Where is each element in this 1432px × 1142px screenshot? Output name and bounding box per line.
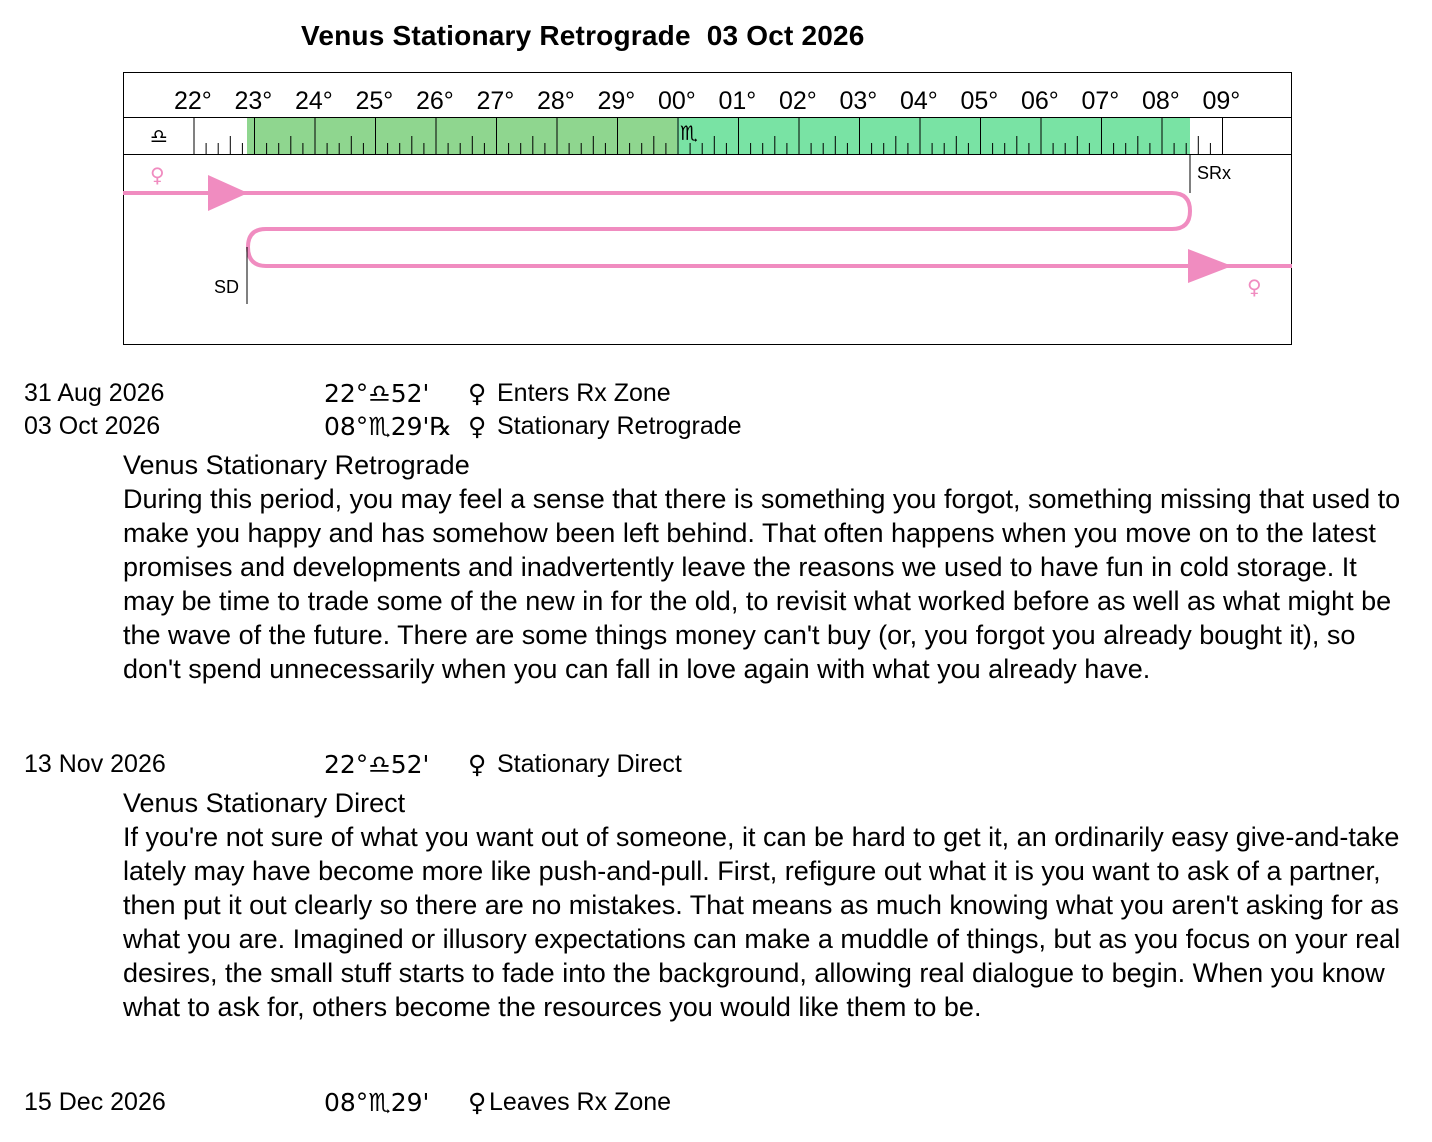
retrograde-interpretation: [123, 448, 1413, 686]
direct-body: If you're not sure of what you want out of someone, it can be hard to get it, an ordinarily easy give-and-take lately may have become more like push-and-pull. First, refigure out what it is you want to ask of a partner, then put it out clearly so there are no mistakes. That means as much knowing what you aren't asking for as what you are. Imagined or illusory expectations can make a muddle of things, but as you focus on your real desires, the small stuff starts to fade into the background, allowing real dialogue to begin. When you know what to ask for, others become the resources you would like them to be.: [123, 822, 1401, 1022]
entry-event: Leaves Rx Zone: [489, 1088, 672, 1116]
station-direct-label: SD: [214, 277, 240, 297]
scorpio-icon: ♏: [680, 121, 698, 145]
venus-end-icon: ♀: [1247, 275, 1262, 299]
degree-label: 29°: [597, 87, 636, 115]
degree-label: 22°: [174, 87, 212, 115]
venus-motion-path: [123, 193, 1292, 266]
entry-date: 03 Oct 2026: [24, 412, 161, 440]
degree-label: 05°: [960, 87, 999, 115]
entry-event: Enters Rx Zone: [497, 379, 671, 407]
page-title: Venus Stationary Retrograde 03 Oct 2026: [301, 20, 865, 51]
degree-label: 08°: [1142, 87, 1180, 115]
entry-position: 08°♏29'℞: [324, 412, 452, 441]
degree-label: 04°: [900, 87, 938, 115]
degree-label: 02°: [779, 87, 817, 115]
degree-label: 26°: [416, 87, 454, 115]
degree-label: 09°: [1202, 87, 1241, 115]
libra-icon: ♎: [150, 124, 168, 148]
degree-label: 28°: [537, 87, 575, 115]
entry-position: 22°♎52': [324, 379, 430, 408]
degree-label: 27°: [476, 87, 515, 115]
degree-label: 06°: [1021, 87, 1059, 115]
arrowhead-direct-end: [1188, 249, 1232, 283]
arrowhead-direct-start: [208, 175, 248, 211]
direct-heading: Venus Stationary Direct: [123, 788, 406, 818]
degree-label: 07°: [1081, 87, 1120, 115]
venus-start-icon: ♀: [150, 163, 165, 187]
venus-icon: ♀: [468, 1088, 487, 1117]
station-retrograde-label: SRx: [1197, 163, 1232, 183]
degree-label: 03°: [839, 87, 878, 115]
degree-label: 25°: [355, 87, 394, 115]
venus-icon: ♀: [468, 750, 487, 779]
degree-label: 24°: [295, 87, 333, 115]
retrograde-body: During this period, you may feel a sense that there is something you forgot, something missing that used to make you happy and has somehow been left behind. That often happens when you move on to the latest promises and developments and inadvertently leave the reasons we used to have fun in cold storage. It may be time to trade some of the new in for the old, to revisit what worked before as well as what might be the wave of the future. There are some things money can't buy (or, you forgot you already bought it), so don't spend unnecessarily when you can fall in love again with what you already have.: [123, 484, 1401, 684]
entry-event: Stationary Direct: [497, 750, 682, 778]
entry-position: 22°♎52': [324, 750, 430, 779]
direct-interpretation: [123, 786, 1413, 1024]
degree-label: 23°: [234, 87, 273, 115]
retrograde-heading: Venus Stationary Retrograde: [123, 450, 470, 480]
ruler-ticks: [194, 118, 1223, 154]
entry-date: 13 Nov 2026: [24, 750, 166, 778]
entry-event: Stationary Retrograde: [497, 412, 742, 440]
venus-icon: ♀: [468, 412, 487, 441]
entry-date: 15 Dec 2026: [24, 1088, 166, 1116]
degree-label: 01°: [718, 87, 757, 115]
venus-icon: ♀: [468, 379, 487, 408]
entry-position: 08°♏29': [324, 1088, 430, 1117]
degree-label: 00°: [658, 87, 696, 115]
entry-date: 31 Aug 2026: [24, 379, 165, 407]
